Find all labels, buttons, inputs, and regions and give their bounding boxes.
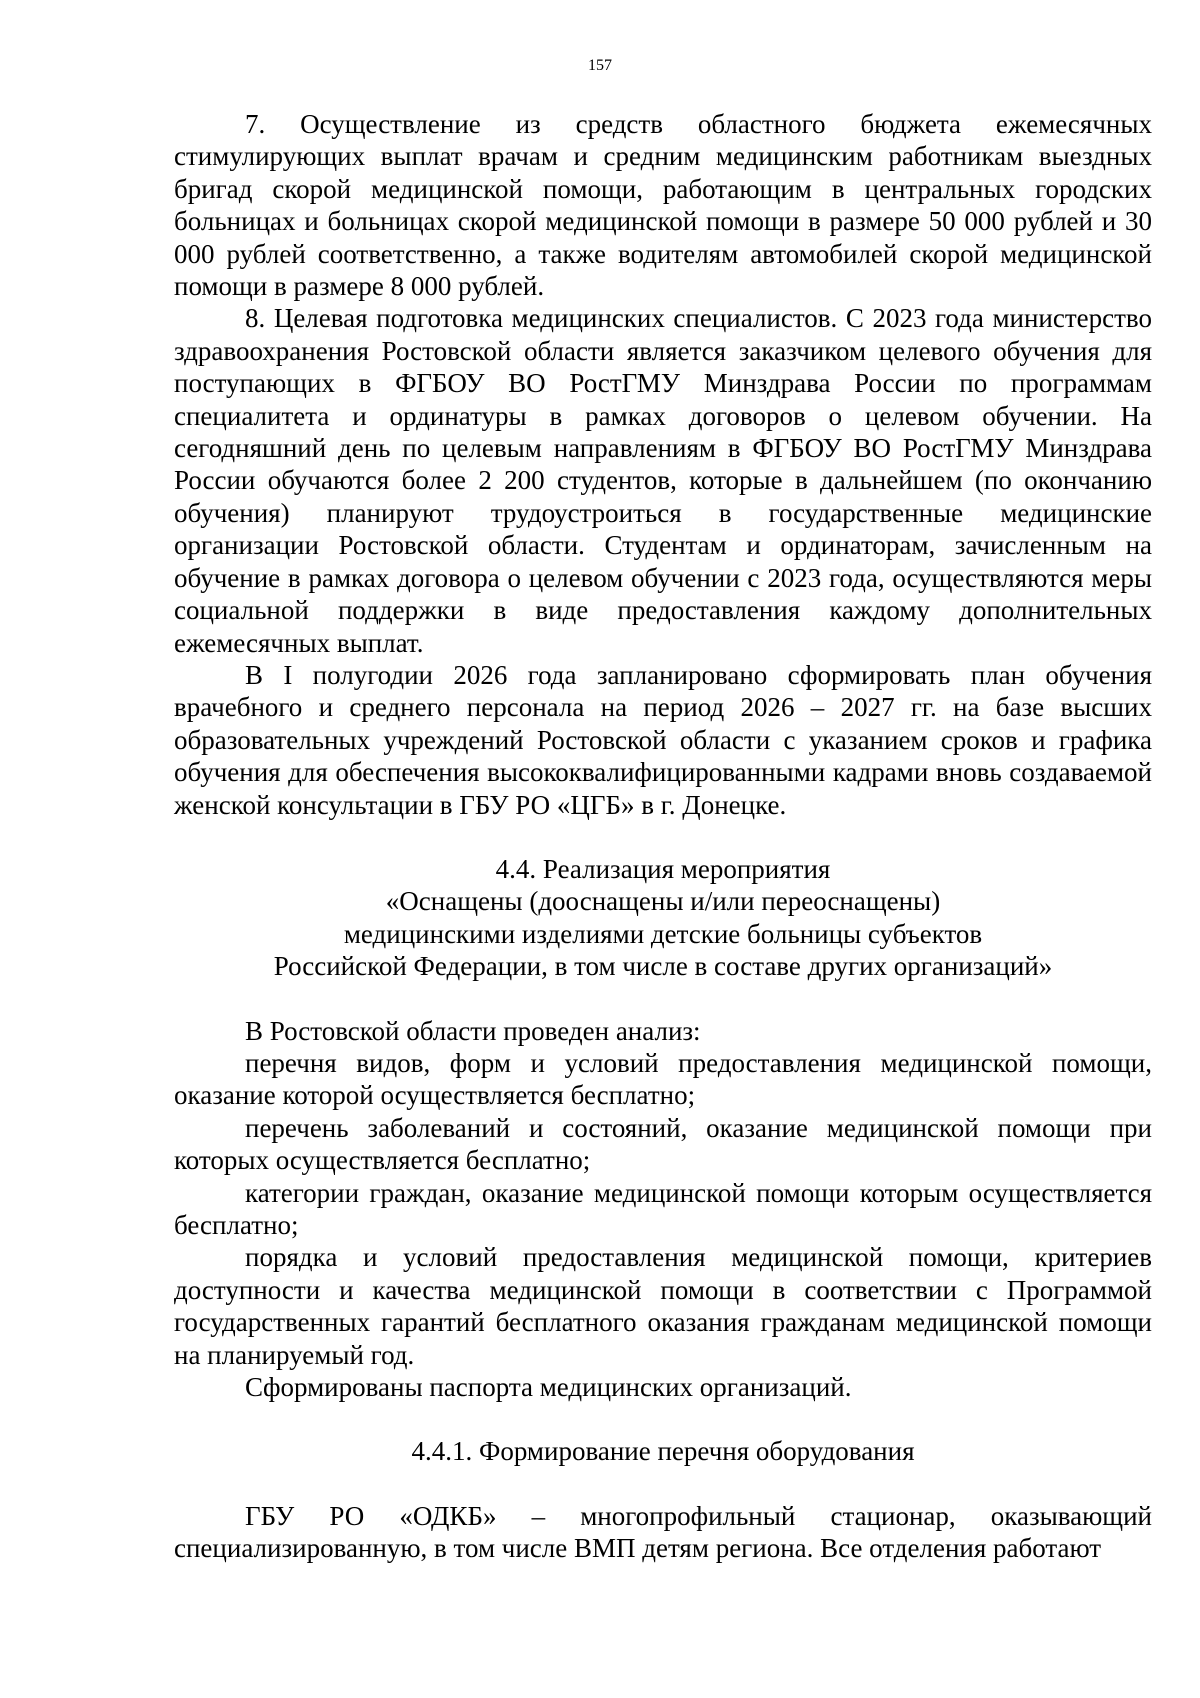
paragraph-training-plan: В I полугодии 2026 года запланировано сформировать план обучения врачебного и среднего персонала на период 2026 – 2027 гг. на базе высших образовательных учреждений Ростовской области с указанием сроков и графика обучения для обеспечения высококвалифицированными кадрами вновь создаваемой женской консультации в ГБУ РО «ЦГБ» в г. Донецке. [174,659,1152,820]
paragraph-passports: Сформированы паспорта медицинских организаций. [245,1372,852,1403]
section-heading-line: 4.4. Реализация мероприятия [495,853,831,884]
spacer [174,983,1152,1015]
section-heading-line: «Оснащены (дооснащены и/или переоснащены) [385,886,941,917]
document-body [174,108,1152,1565]
section-heading-line: медицинскими изделиями детские больницы субъектов [343,918,983,949]
paragraph-odkb: ГБУ РО «ОДКБ» – многопрофильный стационар, оказывающий специализированную, в том числе ВМП детям региона. Все отделения работают [174,1500,1152,1564]
paragraph-analysis-intro: В Ростовской области проведен анализ: [245,1015,701,1046]
subsection-heading-4-4-1: 4.4.1. Формирование перечня оборудования [411,1436,915,1467]
section-heading-line: Российской Федерации, в том числе в составе других организаций» [273,951,1053,982]
paragraph-item-7: 7. Осуществление из средств областного бюджета ежемесячных стимулирующих выплат врачам и средним медицинским работникам выездных бригад скорой медицинской помощи, работающим в центральных городских больницах и больницах скорой медицинской помощи в размере 50 000 рублей и 30 000 рублей соответственно, а также водителям автомобилей скорой медицинской помощи в размере 8 000 рублей. [174,109,1152,302]
page-number: 157 [588,57,612,74]
paragraph-analysis-item: перечень заболеваний и состояний, оказание медицинской помощи при которых осуществляется бесплатно; [174,1112,1152,1176]
spacer [174,1403,1152,1435]
paragraph-analysis-item: категории граждан, оказание медицинской помощи которым осуществляется бесплатно; [174,1177,1152,1240]
paragraph-item-8: 8. Целевая подготовка медицинских специалистов. С 2023 года министерство здравоохранения Ростовской области является заказчиком целевого обучения для поступающих в ФГБОУ ВО РостГМУ Минздрава России по программам специалитета и ординатуры в рамках договоров о целевом обучении. На сегодняшний день по целевым направлениям в ФГБОУ ВО РостГМУ Минздрава России обучаются более 2 200 студентов, которые в дальнейшем (по окончанию обучения) планируют трудоустроиться в государственные медицинские организации Ростовской области. Студентам и ординаторам, зачисленным на обучение в рамках договора о целевом обучении с 2023 года, осуществляются меры социальной поддержки в виде предоставления каждому дополнительных ежемесячных выплат. [174,303,1152,658]
paragraph-analysis-item: перечня видов, форм и условий предоставления медицинской помощи, оказание которой осуществляется бесплатно; [174,1047,1152,1111]
paragraph-analysis-item: порядка и условий предоставления медицинской помощи, критериев доступности и качества медицинской помощи в соответствии с Программой государственных гарантий бесплатного оказания гражданам медицинской помощи на планируемый год. [174,1242,1152,1370]
spacer [174,1468,1152,1500]
section-heading-4-4 [174,853,1152,983]
spacer [174,821,1152,853]
